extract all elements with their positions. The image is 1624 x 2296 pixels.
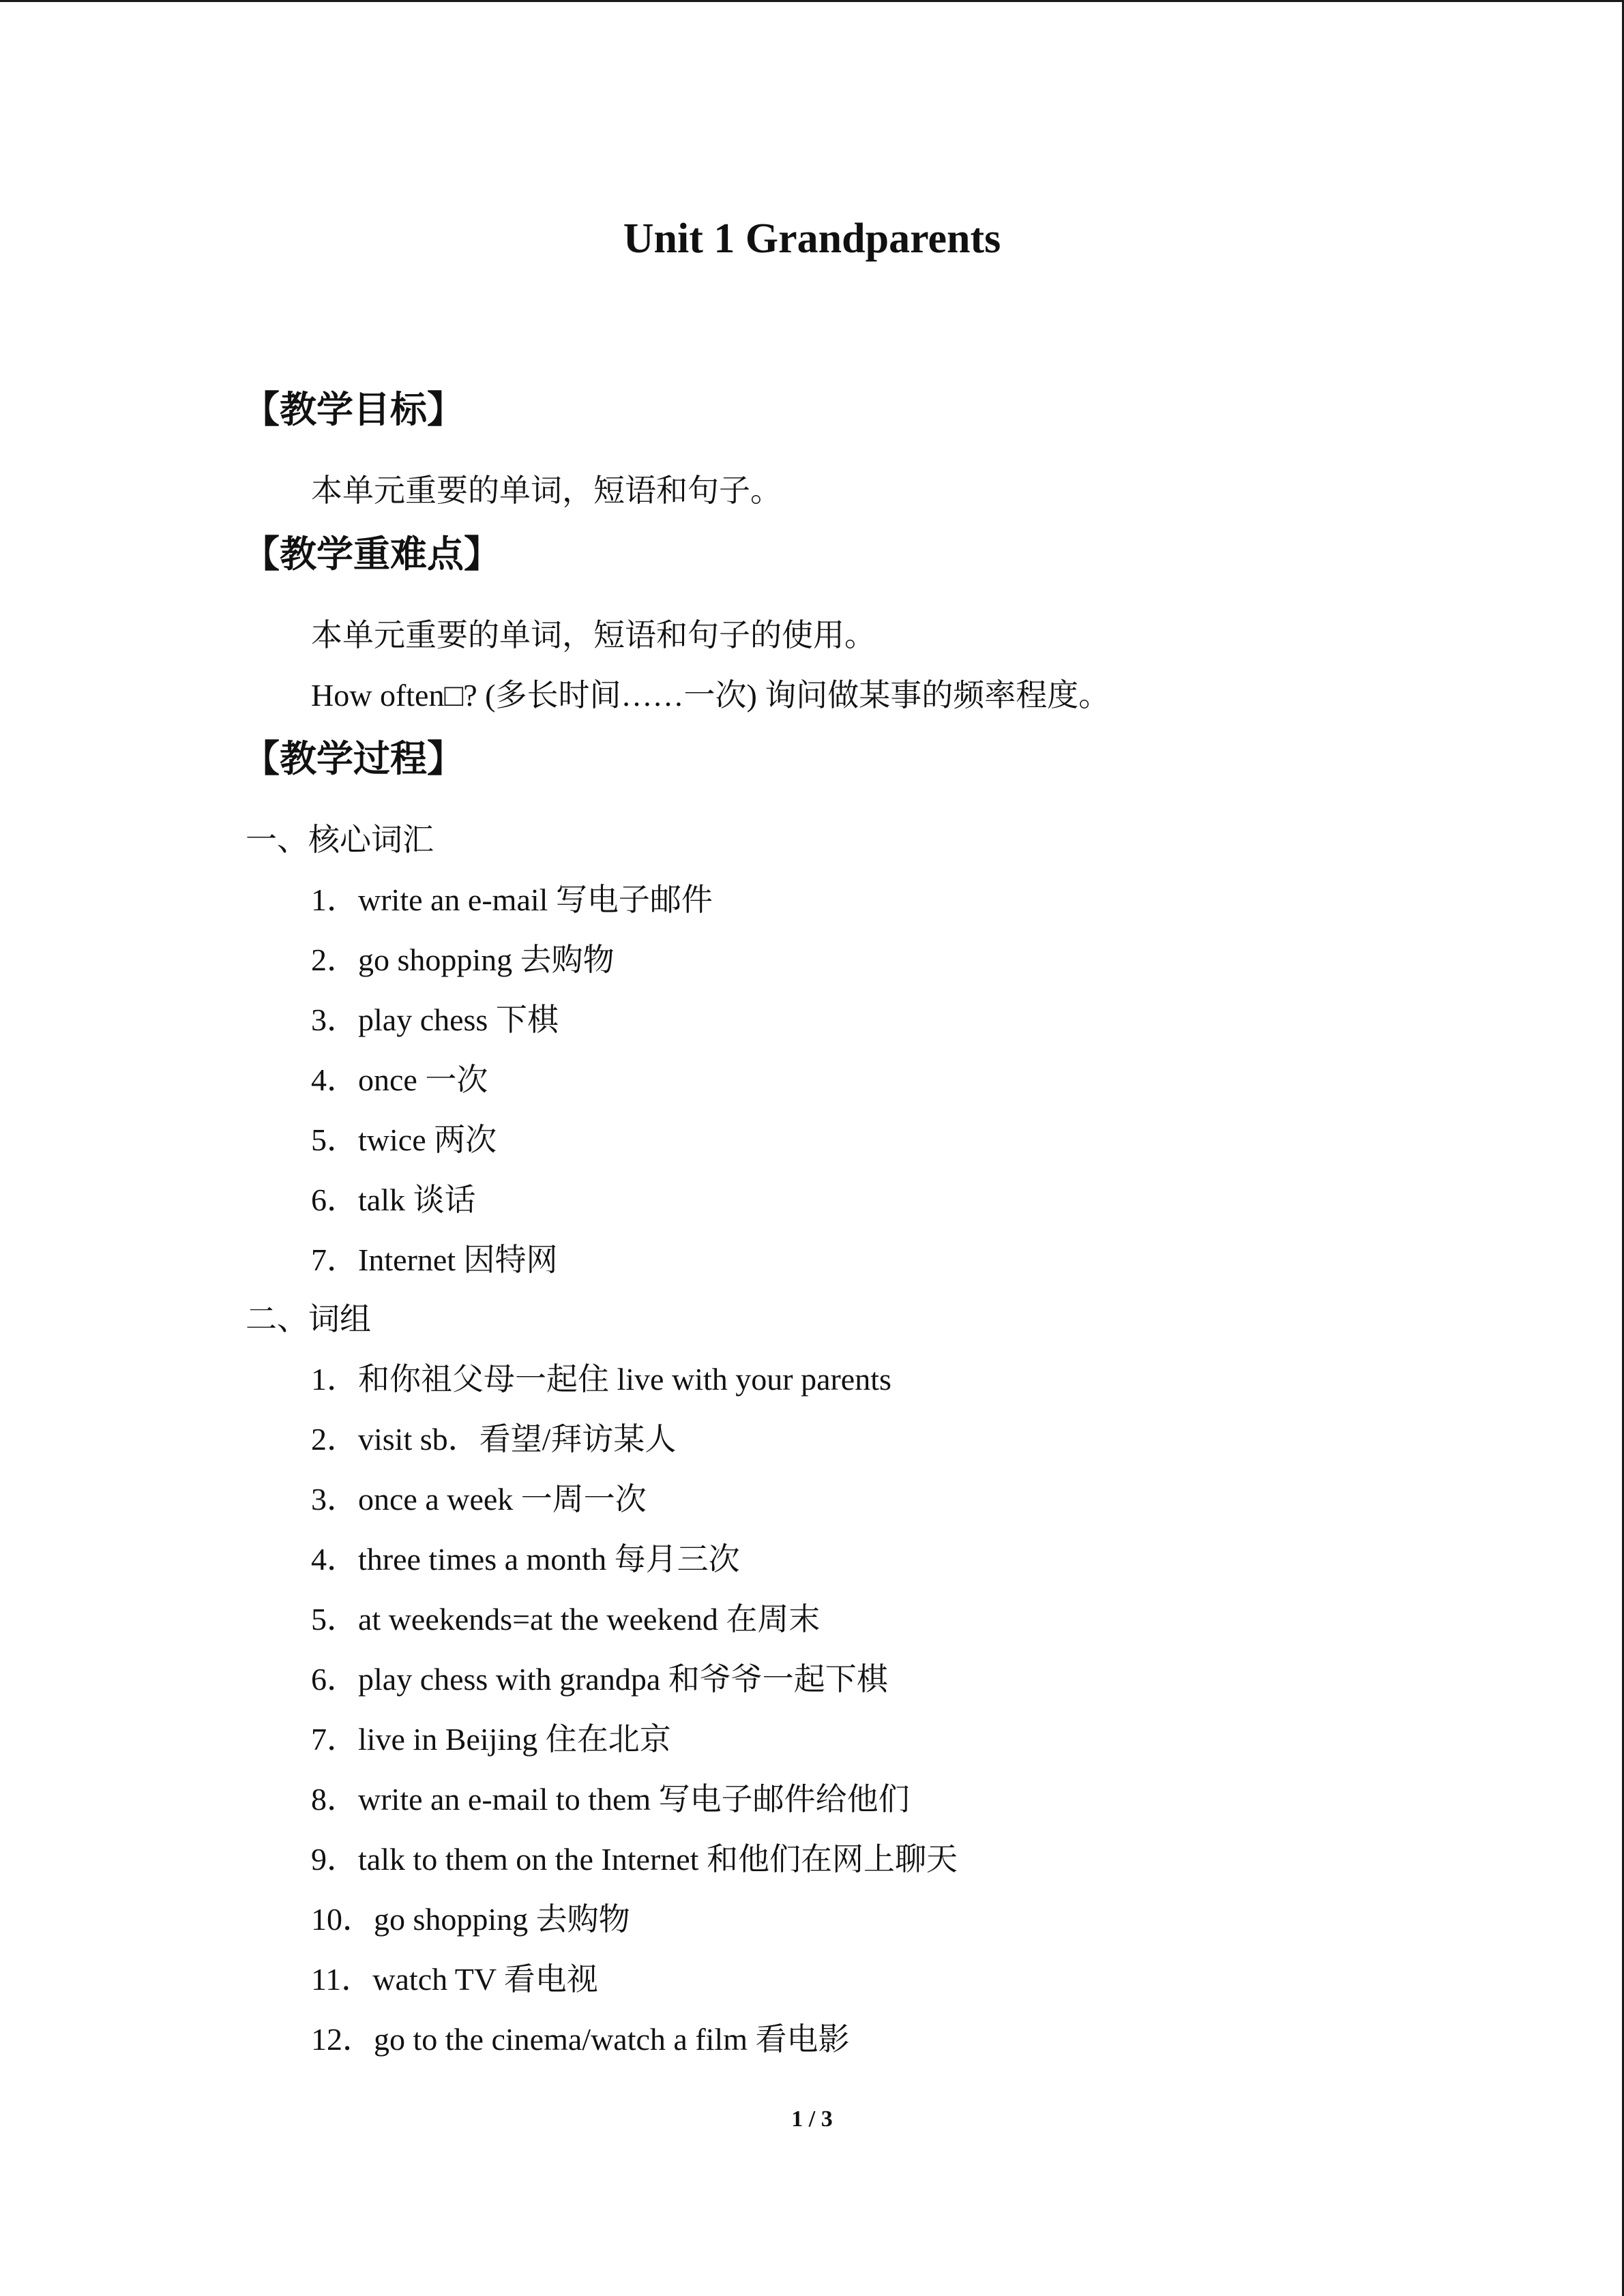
item-text: once 一次 <box>358 1062 488 1097</box>
page-number: 1 / 3 <box>791 2106 833 2132</box>
item-number: 3． <box>311 1482 358 1517</box>
list-item <box>311 1180 713 1240</box>
top-border <box>0 0 1624 2</box>
list-item <box>311 2019 958 2079</box>
process-heading: 【教学过程】 <box>243 737 464 780</box>
list-item <box>311 1899 958 1959</box>
objectives-text: 本单元重要的单词，短语和句子。 <box>311 473 782 508</box>
list-item <box>311 1000 713 1060</box>
item-text: live in Beijing 住在北京 <box>358 1722 671 1757</box>
list-item <box>311 1659 958 1719</box>
item-number: 10． <box>311 1902 374 1937</box>
vocab-list <box>311 880 713 1300</box>
item-number: 2． <box>311 1422 358 1457</box>
list-item <box>311 1479 958 1539</box>
list-item <box>311 1240 713 1300</box>
item-text: twice 两次 <box>358 1122 497 1157</box>
item-text: go shopping 去购物 <box>374 1902 630 1937</box>
objectives-heading: 【教学目标】 <box>243 388 464 431</box>
item-number: 1． <box>311 1362 358 1397</box>
phrases-list <box>311 1359 958 2079</box>
item-text: write an e-mail 写电子邮件 <box>358 882 713 917</box>
item-number: 5． <box>311 1602 358 1637</box>
list-item <box>311 940 713 1000</box>
item-text: once a week 一周一次 <box>358 1482 647 1517</box>
item-text: play chess 下棋 <box>358 1002 559 1037</box>
item-number: 5． <box>311 1122 358 1157</box>
key-points-heading: 【教学重难点】 <box>243 533 501 576</box>
item-text: talk 谈话 <box>358 1182 476 1217</box>
key-points-line-2: How often□? (多长时间……一次) 询问做某事的频率程度。 <box>311 678 1110 713</box>
item-text: play chess with grandpa 和爷爷一起下棋 <box>358 1662 888 1697</box>
list-item <box>311 1060 713 1120</box>
item-text: write an e-mail to them 写电子邮件给他们 <box>358 1782 910 1817</box>
item-number: 1． <box>311 882 358 917</box>
item-text: three times a month 每月三次 <box>358 1542 740 1577</box>
list-item <box>311 1719 958 1779</box>
list-item <box>311 1539 958 1599</box>
item-number: 8． <box>311 1782 358 1817</box>
item-text: talk to them on the Internet 和他们在网上聊天 <box>358 1842 958 1877</box>
list-item <box>311 1359 958 1419</box>
list-item <box>311 1120 713 1180</box>
document-title: Unit 1 Grandparents <box>623 215 1001 262</box>
vocab-section-heading: 一、核心词汇 <box>246 822 434 857</box>
list-item <box>311 1959 958 2019</box>
item-number: 11． <box>311 1962 373 1997</box>
item-number: 3． <box>311 1002 358 1037</box>
item-number: 6． <box>311 1182 358 1217</box>
item-text: Internet 因特网 <box>358 1242 558 1277</box>
item-text: at weekends=at the weekend 在周末 <box>358 1602 821 1637</box>
item-number: 4． <box>311 1062 358 1097</box>
list-item <box>311 1839 958 1899</box>
item-text: go to the cinema/watch a film 看电影 <box>374 2022 850 2057</box>
item-number: 9． <box>311 1842 358 1877</box>
list-item <box>311 1419 958 1479</box>
item-text: visit sb．看望/拜访某人 <box>358 1422 677 1457</box>
list-item <box>311 880 713 940</box>
key-points-line-1: 本单元重要的单词，短语和句子的使用。 <box>311 618 876 653</box>
item-number: 4． <box>311 1542 358 1577</box>
phrases-section-heading: 二、词组 <box>246 1302 371 1337</box>
item-number: 12． <box>311 2022 374 2057</box>
item-text: 和你祖父母一起住 live with your parents <box>358 1362 891 1397</box>
item-text: watch TV 看电视 <box>372 1962 598 1997</box>
item-number: 7． <box>311 1242 358 1277</box>
item-number: 6． <box>311 1662 358 1697</box>
list-item <box>311 1599 958 1659</box>
list-item <box>311 1779 958 1839</box>
item-text: go shopping 去购物 <box>358 942 615 977</box>
item-number: 7． <box>311 1722 358 1757</box>
item-number: 2． <box>311 942 358 977</box>
